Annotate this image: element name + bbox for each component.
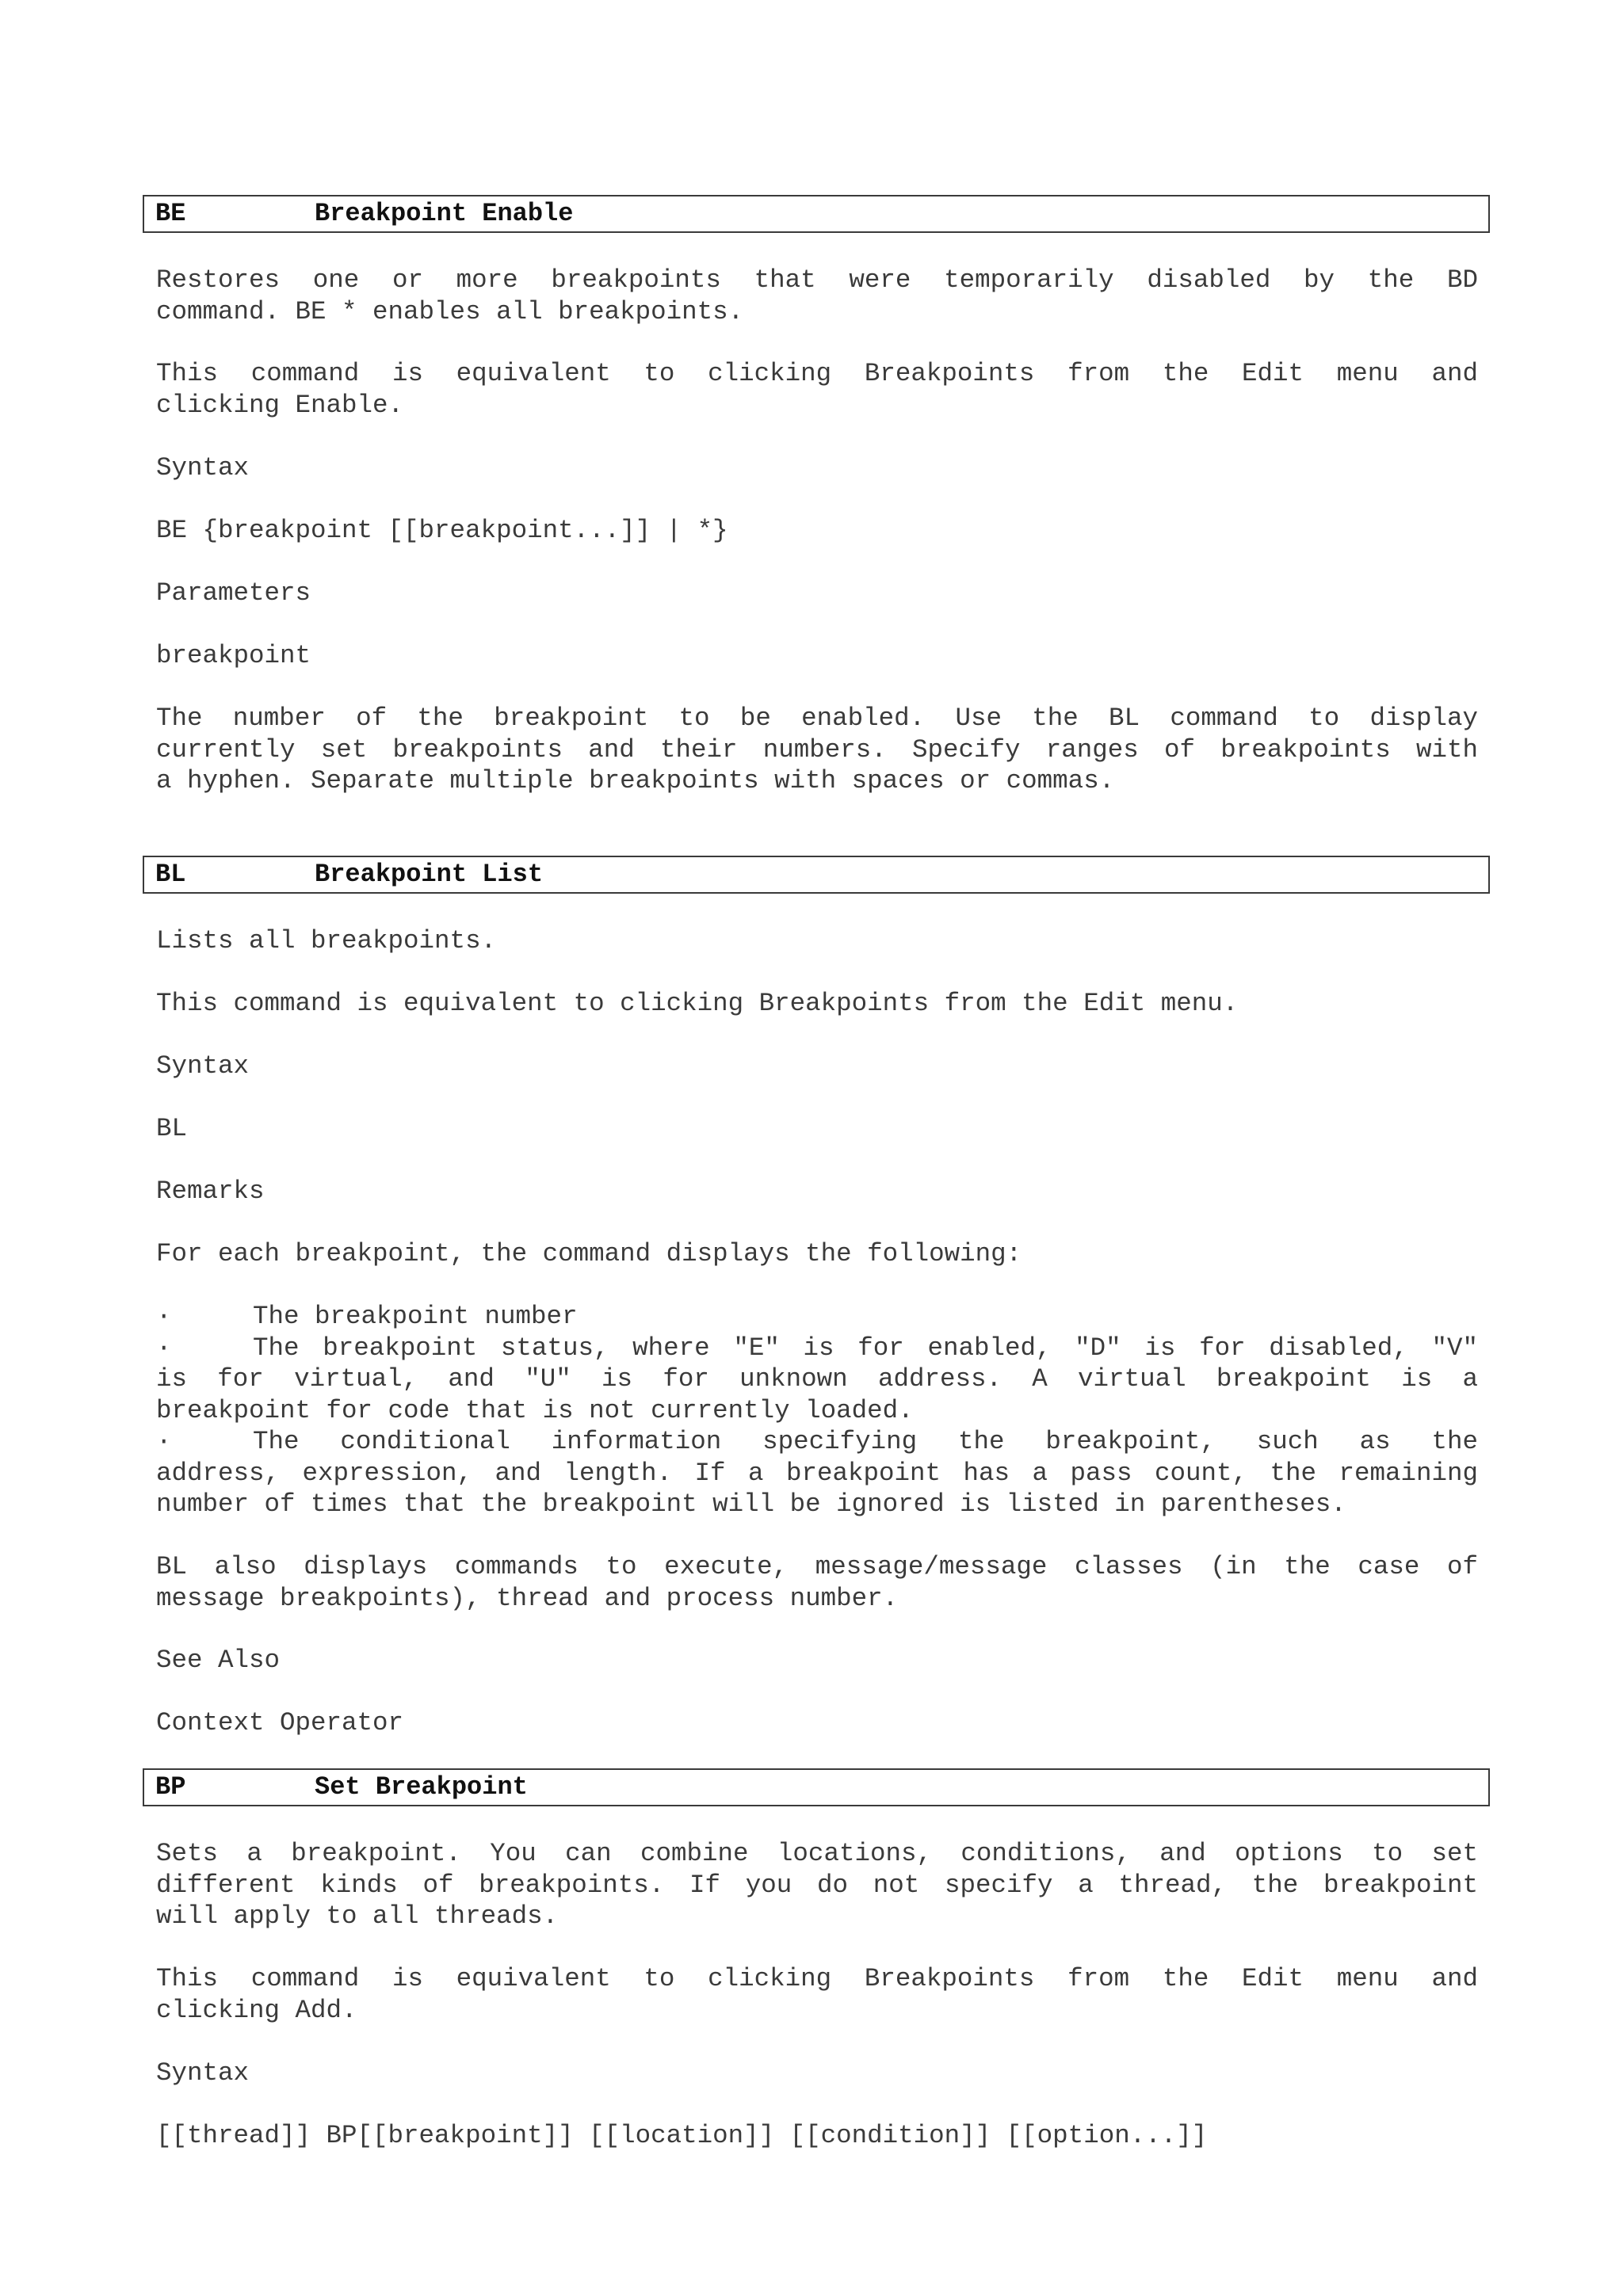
bp-description (156, 1838, 1478, 1932)
be-equivalence-line: clicking Enable. (156, 390, 404, 420)
list-item-continuation: number of times that the breakpoint will be ignored is listed in parentheses. (156, 1489, 1346, 1519)
list-item-continuation: is for virtual, and "U" is for unknown address. A virtual breakpoint is a (156, 1364, 1478, 1394)
bl-command-title: Breakpoint List (315, 860, 544, 889)
bl-also-displays (156, 1551, 1478, 1614)
be-command-code: BE (155, 199, 186, 228)
be-parameter-line: a hyphen. Separate multiple breakpoints with spaces or commas. (156, 766, 1115, 795)
bp-equivalence (156, 1963, 1478, 2026)
bullet-dot: · (156, 1302, 172, 1331)
bl-syntax-heading: Syntax (156, 1051, 250, 1081)
bp-command-title: Set Breakpoint (315, 1772, 528, 1802)
bp-equivalence-line: This command is equivalent to clicking Breakpoints from the Edit menu and (156, 1964, 1478, 1993)
bl-syntax: BL (156, 1114, 188, 1143)
bl-also-line: BL also displays commands to execute, message/message classes (in the case of (156, 1552, 1478, 1581)
bullet-dot: · (156, 1333, 172, 1363)
be-parameters-heading: Parameters (156, 578, 311, 608)
bl-remarks-heading: Remarks (156, 1177, 265, 1206)
be-parameter-description (156, 703, 1478, 797)
be-description-line: command. BE * enables all breakpoints. (156, 296, 744, 326)
bl-bullet-list (156, 1301, 1478, 1520)
bl-see-also-heading: See Also (156, 1646, 281, 1675)
bl-see-also-link: Context Operator (156, 1708, 404, 1737)
bl-command-header (143, 856, 1490, 894)
be-parameter-line: currently set breakpoints and their numbers. Specify ranges of breakpoints with (156, 734, 1478, 765)
list-item (156, 1333, 1478, 1364)
be-parameter-name: breakpoint (156, 641, 311, 670)
list-item-continuation: address, expression, and length. If a breakpoint has a pass count, the remaining (156, 1458, 1478, 1488)
bullet-dot: · (156, 1427, 172, 1456)
bl-command-code: BL (155, 860, 186, 889)
bp-description-line: will apply to all threads. (156, 1901, 559, 1931)
be-description (156, 265, 1478, 327)
bl-remarks-intro: For each breakpoint, the command displays the following: (156, 1239, 1022, 1268)
list-item-continuation: breakpoint for code that is not currently loaded. (156, 1395, 914, 1425)
bl-also-line: message breakpoints), thread and process number. (156, 1583, 899, 1613)
bp-command-header (143, 1768, 1490, 1806)
bl-description: Lists all breakpoints. (156, 926, 497, 955)
bp-description-line: different kinds of breakpoints. If you do not specify a thread, the breakpoint (156, 1870, 1478, 1900)
be-syntax: BE {breakpoint [[breakpoint...]] | *} (156, 516, 728, 545)
bp-equivalence-line: clicking Add. (156, 1995, 357, 2025)
bp-syntax-heading: Syntax (156, 2058, 250, 2088)
bl-equivalence: This command is equivalent to clicking Breakpoints from the Edit menu. (156, 989, 1239, 1018)
be-description-line: Restores one or more breakpoints that were temporarily disabled by the BD (156, 265, 1478, 295)
be-equivalence-line: This command is equivalent to clicking Breakpoints from the Edit menu and (156, 359, 1478, 388)
bp-command-code: BP (155, 1772, 186, 1802)
list-item (156, 1426, 1478, 1458)
be-equivalence (156, 358, 1478, 421)
bp-syntax: [[thread]] BP[[breakpoint]] [[location]] [[condition]] [[option...]] (156, 2121, 1208, 2150)
list-item (156, 1301, 1478, 1333)
be-parameter-line: The number of the breakpoint to be enabled. Use the BL command to display (156, 704, 1478, 733)
bp-description-line: Sets a breakpoint. You can combine locations, conditions, and options to set (156, 1839, 1478, 1868)
be-syntax-heading: Syntax (156, 453, 250, 482)
list-item-text: The breakpoint status, where "E" is for enabled, "D" is for disabled, "V" (253, 1333, 1478, 1363)
be-command-header (143, 195, 1490, 233)
be-command-title: Breakpoint Enable (315, 199, 574, 228)
list-item-text: The breakpoint number (253, 1302, 578, 1331)
list-item-text: The conditional information specifying the breakpoint, such as the (253, 1427, 1478, 1456)
